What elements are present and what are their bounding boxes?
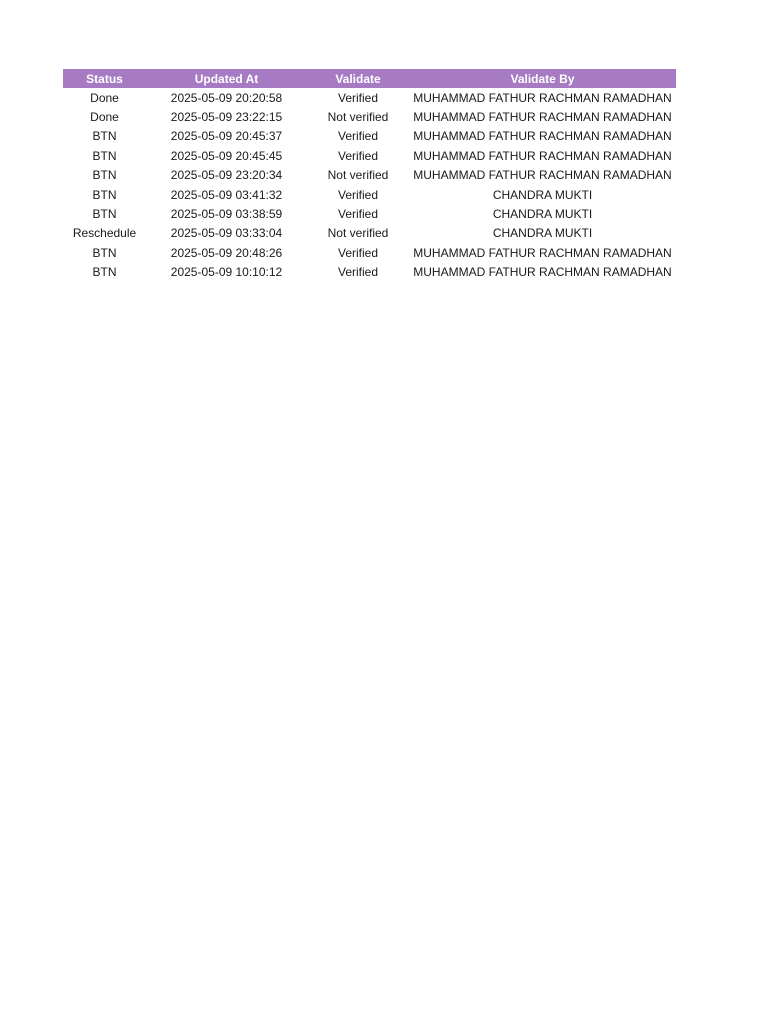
header-updated-at: Updated At xyxy=(146,69,307,88)
table-row xyxy=(63,204,676,223)
header-row xyxy=(63,69,676,88)
table-row xyxy=(63,88,676,107)
table-row xyxy=(63,185,676,204)
cell-validate: Verified xyxy=(337,265,379,280)
cell-updated-at: 2025-05-09 23:22:15 xyxy=(170,110,283,125)
cell-status: Reschedule xyxy=(72,226,137,241)
cell-validate: Verified xyxy=(337,90,379,105)
table-row xyxy=(63,127,676,146)
spreadsheet-page xyxy=(63,69,676,282)
cell-status: BTN xyxy=(92,168,117,183)
table-row xyxy=(63,263,676,282)
cell-updated-at: 2025-05-09 03:38:59 xyxy=(170,207,283,222)
cell-status: BTN xyxy=(92,129,117,144)
cell-status: Done xyxy=(90,110,119,125)
cell-status: BTN xyxy=(92,148,117,163)
cell-updated-at: 2025-05-09 20:20:58 xyxy=(170,90,283,105)
table-header xyxy=(63,69,676,88)
cell-validate-by: MUHAMMAD FATHUR RACHMAN RAMADHAN xyxy=(413,265,672,280)
cell-status: Done xyxy=(90,90,119,105)
validation-table xyxy=(63,69,676,282)
cell-validate-by: MUHAMMAD FATHUR RACHMAN RAMADHAN xyxy=(413,168,672,183)
cell-validate-by: MUHAMMAD FATHUR RACHMAN RAMADHAN xyxy=(413,129,672,144)
cell-updated-at: 2025-05-09 20:48:26 xyxy=(170,245,283,260)
cell-validate-by: MUHAMMAD FATHUR RACHMAN RAMADHAN xyxy=(413,245,672,260)
table-row xyxy=(63,146,676,165)
cell-validate: Not verified xyxy=(327,168,389,183)
cell-status: BTN xyxy=(92,245,117,260)
cell-validate-by: MUHAMMAD FATHUR RACHMAN RAMADHAN xyxy=(413,90,672,105)
cell-status: BTN xyxy=(92,207,117,222)
cell-status: BTN xyxy=(92,265,117,280)
cell-updated-at: 2025-05-09 23:20:34 xyxy=(170,168,283,183)
header-status: Status xyxy=(63,69,146,88)
header-validate-by: Validate By xyxy=(409,69,676,88)
cell-validate: Verified xyxy=(337,187,379,202)
table-row xyxy=(63,166,676,185)
cell-updated-at: 2025-05-09 03:41:32 xyxy=(170,187,283,202)
cell-updated-at: 2025-05-09 20:45:37 xyxy=(170,129,283,144)
cell-validate-by: CHANDRA MUKTI xyxy=(492,226,593,241)
table-row xyxy=(63,243,676,262)
cell-updated-at: 2025-05-09 10:10:12 xyxy=(170,265,283,280)
table-row xyxy=(63,107,676,126)
cell-validate-by: CHANDRA MUKTI xyxy=(492,207,593,222)
cell-validate: Verified xyxy=(337,129,379,144)
cell-status: BTN xyxy=(92,187,117,202)
cell-updated-at: 2025-05-09 20:45:45 xyxy=(170,148,283,163)
cell-validate-by: MUHAMMAD FATHUR RACHMAN RAMADHAN xyxy=(413,110,672,125)
table-row xyxy=(63,224,676,243)
cell-validate-by: CHANDRA MUKTI xyxy=(492,187,593,202)
cell-validate: Verified xyxy=(337,148,379,163)
cell-updated-at: 2025-05-09 03:33:04 xyxy=(170,226,283,241)
cell-validate-by: MUHAMMAD FATHUR RACHMAN RAMADHAN xyxy=(413,148,672,163)
cell-validate: Verified xyxy=(337,207,379,222)
cell-validate: Not verified xyxy=(327,226,389,241)
header-validate: Validate xyxy=(307,69,409,88)
cell-validate: Verified xyxy=(337,245,379,260)
table-body xyxy=(63,88,676,282)
cell-validate: Not verified xyxy=(327,110,389,125)
